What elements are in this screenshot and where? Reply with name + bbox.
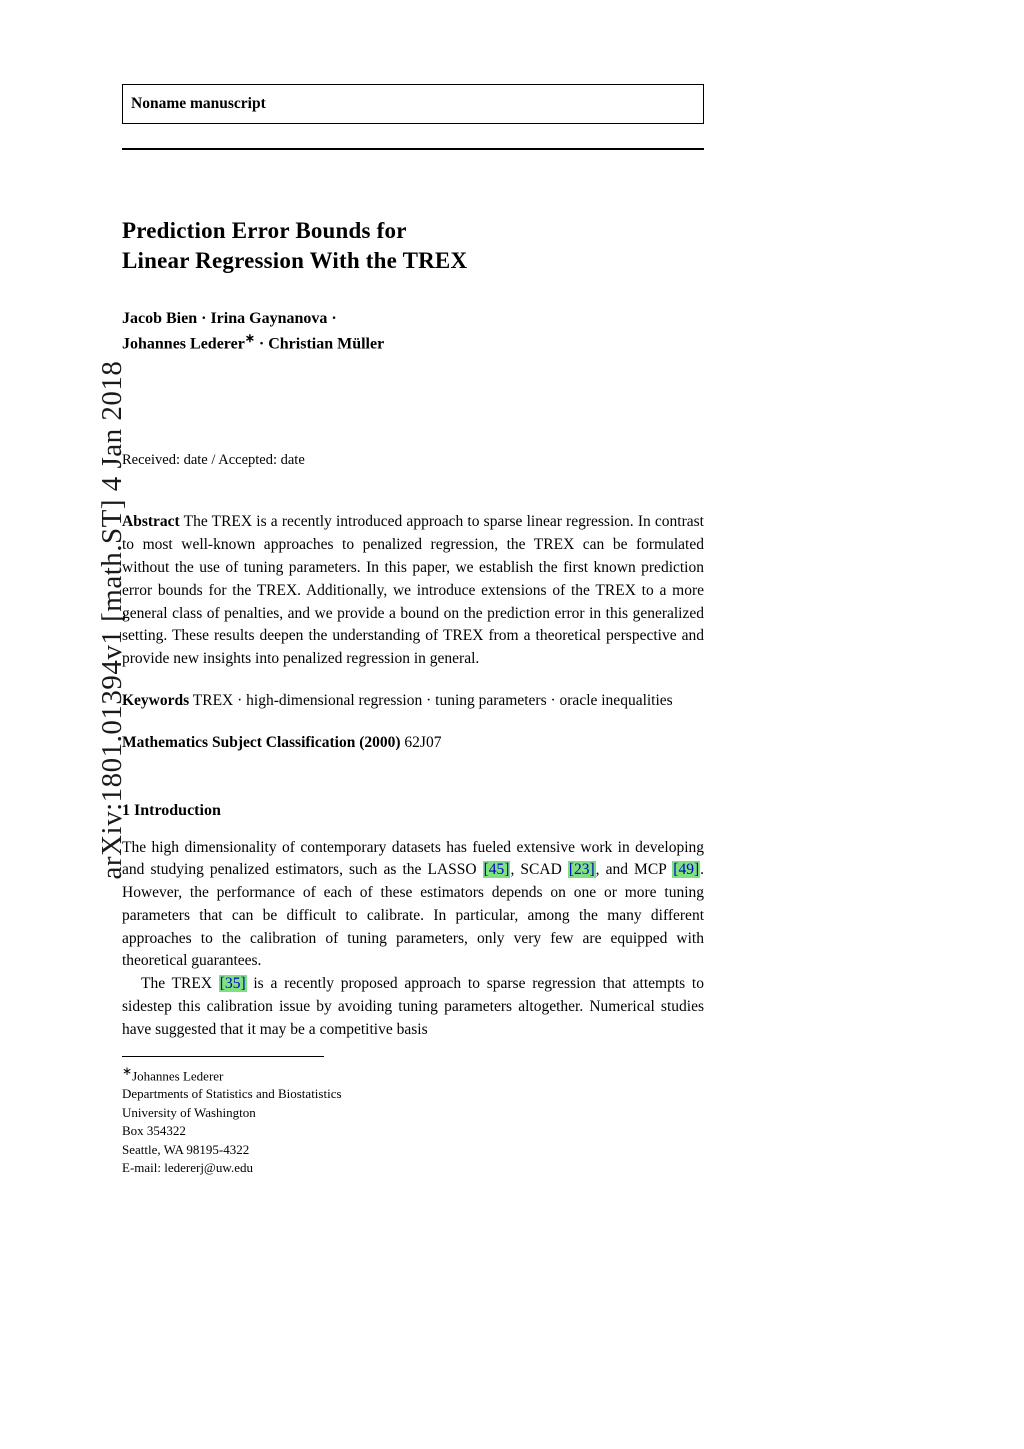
keywords-label: Keywords bbox=[122, 691, 190, 709]
citation-35-link[interactable]: [35] bbox=[219, 975, 246, 993]
intro-paragraph-2 bbox=[122, 973, 704, 1041]
title-line-1: Prediction Error Bounds for bbox=[122, 218, 407, 243]
abstract-text: The TREX is a recently introduced approach to sparse linear regression. In contrast to most well-known approaches to penalized regression, the TREX can be formulated without the use of tuning parameters. In this paper, we establish the first known prediction error bounds for the TREX. Additionally, we introduce extensions of the TREX to a more general class of penalties, and we provide a bound on the prediction error in this generalized setting. These results deepen the understanding of TREX from a theoretical perspective and provide new insights into penalized regression in general. bbox=[122, 513, 704, 668]
msc-block bbox=[122, 732, 704, 755]
author-line-1: Jacob Bien · Irina Gaynanova · bbox=[122, 309, 337, 327]
page-title bbox=[122, 216, 704, 276]
abstract-block bbox=[122, 511, 704, 670]
intro-paragraph-1 bbox=[122, 837, 704, 974]
intro-p1-text-d: . However, the performance of each of these estimators depends on one or more tuning parameters that can be difficult to calibrate. In particular, among the many different approaches to the calibration of tuning parameters, only very few are equipped with theoretical guarantees. bbox=[122, 861, 704, 970]
intro-p1-text-b: , SCAD bbox=[510, 861, 568, 879]
received-accepted-line: Received: date / Accepted: date bbox=[122, 452, 305, 469]
section-heading-introduction: 1 Introduction bbox=[122, 801, 221, 819]
keywords-block bbox=[122, 690, 704, 713]
arxiv-identifier-stamp: arXiv:1801.01394v1 [math.ST] 4 Jan 2018 bbox=[96, 360, 128, 880]
intro-p1-text-a: The high dimensionality of contemporary datasets has fueled extensive work in developing and studying penalized estimators, such as the LASSO bbox=[122, 838, 704, 879]
footnote-line-5: Seattle, WA 98195-4322 bbox=[122, 1141, 250, 1157]
footnote-line-2: Departments of Statistics and Biostatistics bbox=[122, 1086, 342, 1102]
footnote-block bbox=[122, 1063, 704, 1178]
title-line-2: Linear Regression With the TREX bbox=[122, 247, 468, 273]
footnote-line-1 bbox=[122, 1063, 704, 1086]
msc-text: 62J07 bbox=[404, 733, 442, 751]
footnote-name: Johannes Lederer bbox=[132, 1067, 224, 1083]
author-line-2 bbox=[122, 330, 704, 356]
footnote-marker-icon: ∗ bbox=[244, 330, 255, 345]
keywords-text: TREX · high-dimensional regression · tuning parameters · oracle inequalities bbox=[192, 691, 673, 709]
intro-p2-text-b: is a recently proposed approach to sparse regression that attempts to sidestep this calibration issue by avoiding tuning parameters altogether. Numerical studies have suggested that it may be a competitive basis bbox=[122, 975, 704, 1038]
citation-49-link[interactable]: [49] bbox=[673, 861, 700, 879]
intro-p1-text-c: , and MCP bbox=[595, 861, 673, 879]
author-list bbox=[122, 307, 704, 356]
intro-p2-text-a: The TREX bbox=[141, 975, 219, 993]
paper-page bbox=[122, 84, 704, 1178]
footnote-separator bbox=[122, 1056, 324, 1057]
abstract-label: Abstract bbox=[122, 513, 180, 531]
header-rule bbox=[122, 148, 704, 150]
author-muller: · Christian Müller bbox=[254, 335, 385, 353]
msc-label: Mathematics Subject Classification (2000) bbox=[122, 733, 401, 751]
footnote-star-icon: ∗ bbox=[122, 1063, 133, 1078]
journal-placeholder-box: Noname manuscript bbox=[122, 84, 704, 124]
author-lederer: Johannes Lederer bbox=[122, 335, 245, 353]
footnote-line-4: Box 354322 bbox=[122, 1123, 186, 1139]
citation-45-link[interactable]: [45] bbox=[483, 861, 510, 879]
footnote-line-6: E-mail: ledererj@uw.edu bbox=[122, 1160, 253, 1176]
citation-23-link[interactable]: [23] bbox=[568, 861, 595, 879]
footnote-line-3: University of Washington bbox=[122, 1104, 256, 1120]
